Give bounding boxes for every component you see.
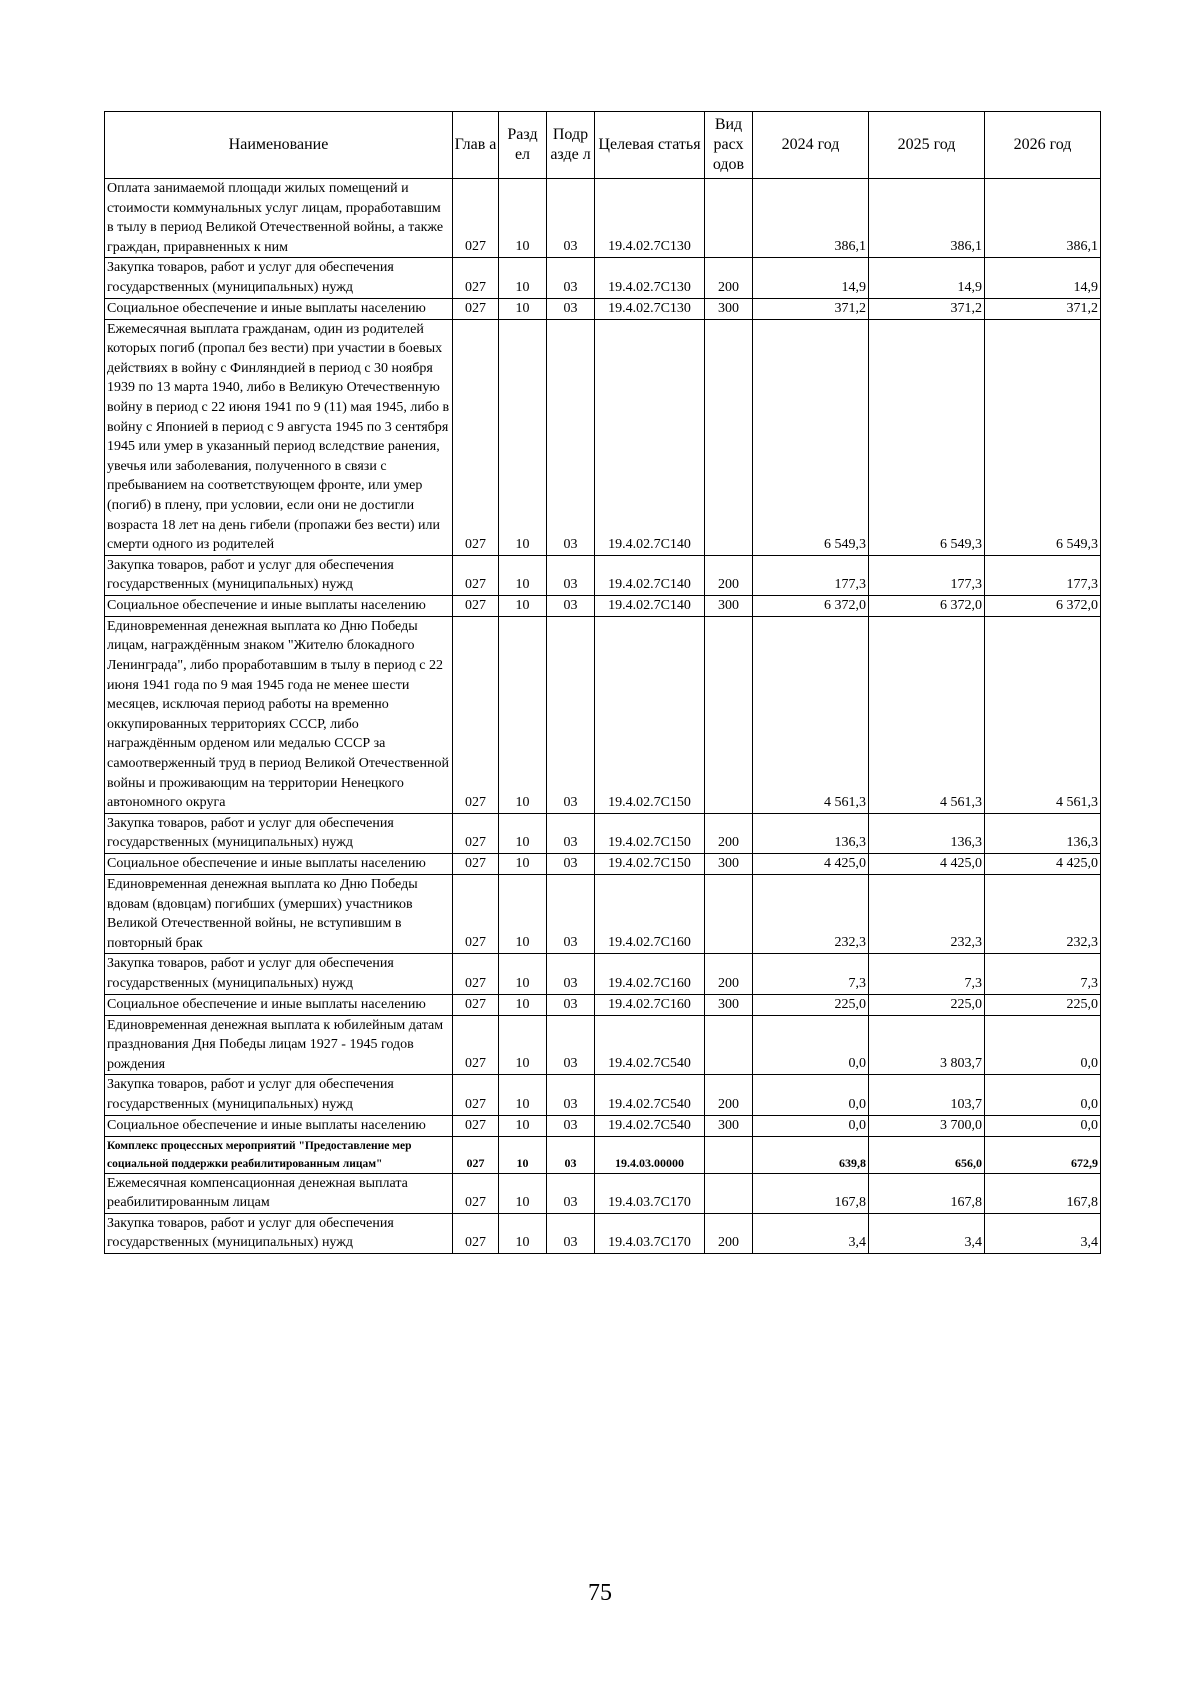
cell-razdel: 10 — [499, 994, 547, 1015]
cell-razdel: 10 — [499, 854, 547, 875]
cell-2025: 6 549,3 — [869, 319, 985, 555]
cell-podrazdel: 03 — [547, 1115, 595, 1136]
cell-2024: 6 549,3 — [753, 319, 869, 555]
cell-2025: 177,3 — [869, 555, 985, 595]
cell-2024: 167,8 — [753, 1173, 869, 1213]
cell-2025: 4 561,3 — [869, 616, 985, 813]
cell-podrazdel: 03 — [547, 319, 595, 555]
cell-podrazdel: 03 — [547, 994, 595, 1015]
table-row — [105, 813, 1101, 853]
cell-name: Закупка товаров, работ и услуг для обеспечения государственных (муниципальных) нужд — [105, 1075, 453, 1115]
cell-2024: 0,0 — [753, 1075, 869, 1115]
cell-podrazdel: 03 — [547, 854, 595, 875]
cell-razdel: 10 — [499, 954, 547, 994]
cell-glava: 027 — [453, 1173, 499, 1213]
cell-2025: 4 425,0 — [869, 854, 985, 875]
cell-2025: 3 803,7 — [869, 1015, 985, 1075]
table-body — [105, 179, 1101, 1254]
cell-target-article: 19.4.02.7С160 — [595, 954, 705, 994]
cell-podrazdel: 03 — [547, 1213, 595, 1253]
cell-name: Единовременная денежная выплата ко Дню Победы вдовам (вдовцам) погибших (умерших) участников Великой Отечественной войны, не вступившим в повторный брак — [105, 875, 453, 954]
cell-podrazdel: 03 — [547, 1015, 595, 1075]
cell-podrazdel: 03 — [547, 1173, 595, 1213]
cell-expense-type: 300 — [705, 298, 753, 319]
cell-2026: 232,3 — [985, 875, 1101, 954]
header-2025: 2025 год — [869, 112, 985, 179]
cell-2025: 3,4 — [869, 1213, 985, 1253]
cell-2026: 167,8 — [985, 1173, 1101, 1213]
cell-podrazdel: 03 — [547, 813, 595, 853]
cell-2025: 371,2 — [869, 298, 985, 319]
cell-expense-type: 200 — [705, 1213, 753, 1253]
header-glava: Глав а — [453, 112, 499, 179]
cell-razdel: 10 — [499, 1136, 547, 1173]
cell-expense-type — [705, 1136, 753, 1173]
cell-2024: 371,2 — [753, 298, 869, 319]
cell-expense-type: 200 — [705, 258, 753, 298]
table-row — [105, 319, 1101, 555]
header-2026: 2026 год — [985, 112, 1101, 179]
cell-expense-type: 200 — [705, 1075, 753, 1115]
cell-glava: 027 — [453, 298, 499, 319]
table-row — [105, 1115, 1101, 1136]
table-row — [105, 1075, 1101, 1115]
cell-target-article: 19.4.02.7С540 — [595, 1075, 705, 1115]
cell-name: Закупка товаров, работ и услуг для обеспечения государственных (муниципальных) нужд — [105, 555, 453, 595]
cell-2025: 136,3 — [869, 813, 985, 853]
cell-target-article: 19.4.02.7С540 — [595, 1115, 705, 1136]
cell-target-article: 19.4.03.7С170 — [595, 1173, 705, 1213]
table-row — [105, 555, 1101, 595]
cell-name: Единовременная денежная выплата ко Дню Победы лицам, награждённым знаком "Жителю блокадного Ленинграда", либо проработавшим в тылу в период с 22 июня 1941 года по 9 мая 1945 года не менее шести месяцев, исключая период работы на временно оккупированных территориях СССР, либо награждённым орденом или медалью СССР за самоотверженный труд в период Великой Отечественной войны и проживающим на территории Ненецкого автономного округа — [105, 616, 453, 813]
cell-name: Социальное обеспечение и иные выплаты населению — [105, 298, 453, 319]
header-2024: 2024 год — [753, 112, 869, 179]
cell-2026: 386,1 — [985, 179, 1101, 258]
table-row — [105, 875, 1101, 954]
cell-2024: 0,0 — [753, 1015, 869, 1075]
cell-razdel: 10 — [499, 595, 547, 616]
cell-2024: 3,4 — [753, 1213, 869, 1253]
cell-expense-type: 300 — [705, 595, 753, 616]
cell-expense-type: 300 — [705, 1115, 753, 1136]
cell-razdel: 10 — [499, 1173, 547, 1213]
cell-target-article: 19.4.02.7С140 — [595, 319, 705, 555]
cell-name: Закупка товаров, работ и услуг для обеспечения государственных (муниципальных) нужд — [105, 1213, 453, 1253]
cell-expense-type — [705, 875, 753, 954]
cell-glava: 027 — [453, 1213, 499, 1253]
header-razdel: Разд ел — [499, 112, 547, 179]
cell-glava: 027 — [453, 179, 499, 258]
cell-glava: 027 — [453, 1075, 499, 1115]
cell-name: Единовременная денежная выплата к юбилейным датам празднования Дня Победы лицам 1927 - 1945 годов рождения — [105, 1015, 453, 1075]
budget-table — [104, 111, 1101, 1254]
cell-name: Оплата занимаемой площади жилых помещений и стоимости коммунальных услуг лицам, проработавшим в тылу в период Великой Отечественной войны, а также граждан, приравненных к ним — [105, 179, 453, 258]
cell-2025: 3 700,0 — [869, 1115, 985, 1136]
cell-2024: 232,3 — [753, 875, 869, 954]
cell-target-article: 19.4.02.7С160 — [595, 875, 705, 954]
cell-name: Закупка товаров, работ и услуг для обеспечения государственных (муниципальных) нужд — [105, 813, 453, 853]
cell-target-article: 19.4.03.00000 — [595, 1136, 705, 1173]
cell-podrazdel: 03 — [547, 258, 595, 298]
cell-2026: 14,9 — [985, 258, 1101, 298]
cell-2026: 371,2 — [985, 298, 1101, 319]
cell-2025: 103,7 — [869, 1075, 985, 1115]
cell-glava: 027 — [453, 1115, 499, 1136]
cell-2025: 386,1 — [869, 179, 985, 258]
cell-2026: 7,3 — [985, 954, 1101, 994]
cell-2026: 672,9 — [985, 1136, 1101, 1173]
header-target-article: Целевая статья — [595, 112, 705, 179]
cell-2026: 4 561,3 — [985, 616, 1101, 813]
cell-glava: 027 — [453, 954, 499, 994]
cell-podrazdel: 03 — [547, 616, 595, 813]
cell-2024: 4 425,0 — [753, 854, 869, 875]
cell-podrazdel: 03 — [547, 875, 595, 954]
cell-2024: 4 561,3 — [753, 616, 869, 813]
cell-2025: 167,8 — [869, 1173, 985, 1213]
cell-target-article: 19.4.02.7С130 — [595, 179, 705, 258]
cell-glava: 027 — [453, 875, 499, 954]
cell-razdel: 10 — [499, 319, 547, 555]
cell-razdel: 10 — [499, 555, 547, 595]
cell-expense-type: 300 — [705, 994, 753, 1015]
table-row — [105, 1136, 1101, 1173]
cell-2024: 136,3 — [753, 813, 869, 853]
table-header-row — [105, 112, 1101, 179]
cell-podrazdel: 03 — [547, 1136, 595, 1173]
cell-expense-type: 200 — [705, 555, 753, 595]
cell-razdel: 10 — [499, 813, 547, 853]
cell-name: Социальное обеспечение и иные выплаты населению — [105, 994, 453, 1015]
cell-glava: 027 — [453, 1136, 499, 1173]
cell-expense-type — [705, 1173, 753, 1213]
cell-name: Социальное обеспечение и иные выплаты населению — [105, 595, 453, 616]
cell-2025: 232,3 — [869, 875, 985, 954]
cell-expense-type — [705, 179, 753, 258]
cell-2025: 656,0 — [869, 1136, 985, 1173]
cell-target-article: 19.4.02.7С140 — [595, 555, 705, 595]
table-row — [105, 616, 1101, 813]
cell-target-article: 19.4.02.7С130 — [595, 298, 705, 319]
cell-podrazdel: 03 — [547, 298, 595, 319]
cell-expense-type — [705, 616, 753, 813]
cell-target-article: 19.4.02.7С540 — [595, 1015, 705, 1075]
cell-glava: 027 — [453, 1015, 499, 1075]
cell-target-article: 19.4.02.7С160 — [595, 994, 705, 1015]
table-row — [105, 179, 1101, 258]
cell-2026: 0,0 — [985, 1115, 1101, 1136]
cell-target-article: 19.4.02.7С130 — [595, 258, 705, 298]
cell-glava: 027 — [453, 854, 499, 875]
cell-glava: 027 — [453, 813, 499, 853]
cell-razdel: 10 — [499, 1075, 547, 1115]
cell-expense-type — [705, 1015, 753, 1075]
cell-podrazdel: 03 — [547, 1075, 595, 1115]
cell-razdel: 10 — [499, 1015, 547, 1075]
cell-name: Закупка товаров, работ и услуг для обеспечения государственных (муниципальных) нужд — [105, 258, 453, 298]
cell-glava: 027 — [453, 616, 499, 813]
cell-glava: 027 — [453, 319, 499, 555]
cell-razdel: 10 — [499, 179, 547, 258]
cell-2025: 7,3 — [869, 954, 985, 994]
cell-name: Закупка товаров, работ и услуг для обеспечения государственных (муниципальных) нужд — [105, 954, 453, 994]
cell-name: Комплекс процессных мероприятий "Предоставление мер социальной поддержки реабилитированным лицам" — [105, 1136, 453, 1173]
cell-expense-type: 200 — [705, 813, 753, 853]
table-row — [105, 854, 1101, 875]
cell-glava: 027 — [453, 258, 499, 298]
cell-2024: 225,0 — [753, 994, 869, 1015]
cell-target-article: 19.4.02.7С150 — [595, 616, 705, 813]
cell-2024: 14,9 — [753, 258, 869, 298]
cell-target-article: 19.4.02.7С150 — [595, 854, 705, 875]
cell-2025: 225,0 — [869, 994, 985, 1015]
table-row — [105, 1213, 1101, 1253]
header-podrazdel: Подр азде л — [547, 112, 595, 179]
cell-glava: 027 — [453, 555, 499, 595]
cell-2024: 6 372,0 — [753, 595, 869, 616]
cell-razdel: 10 — [499, 298, 547, 319]
table-row — [105, 595, 1101, 616]
cell-razdel: 10 — [499, 616, 547, 813]
cell-razdel: 10 — [499, 258, 547, 298]
cell-name: Ежемесячная выплата гражданам, один из родителей которых погиб (пропал без вести) при участии в боевых действиях в войну с Финляндией в период с 30 ноября 1939 по 13 марта 1940, либо в Великую Отечественную войну в период с 22 июня 1941 по 9 (11) мая 1945, либо в войну с Японией в период с 9 августа 1945 по 3 сентября 1945 или умер в указанный период вследствие ранения, увечья или заболевания, полученного в связи с пребыванием на соответствующем фронте, или умер (погиб) в плену, при условии, если они не достигли возраста 18 лет на день гибели (пропажи без вести) или смерти одного из родителей — [105, 319, 453, 555]
cell-2026: 136,3 — [985, 813, 1101, 853]
cell-2025: 6 372,0 — [869, 595, 985, 616]
header-expense-type: Вид расх одов — [705, 112, 753, 179]
cell-podrazdel: 03 — [547, 179, 595, 258]
table-row — [105, 1173, 1101, 1213]
cell-name: Ежемесячная компенсационная денежная выплата реабилитированным лицам — [105, 1173, 453, 1213]
table-row — [105, 1015, 1101, 1075]
cell-2024: 0,0 — [753, 1115, 869, 1136]
table-row — [105, 258, 1101, 298]
cell-2025: 14,9 — [869, 258, 985, 298]
cell-razdel: 10 — [499, 1213, 547, 1253]
cell-2024: 7,3 — [753, 954, 869, 994]
table-row — [105, 994, 1101, 1015]
cell-target-article: 19.4.02.7С150 — [595, 813, 705, 853]
cell-podrazdel: 03 — [547, 954, 595, 994]
cell-2026: 177,3 — [985, 555, 1101, 595]
cell-2026: 3,4 — [985, 1213, 1101, 1253]
cell-target-article: 19.4.03.7С170 — [595, 1213, 705, 1253]
cell-2026: 6 549,3 — [985, 319, 1101, 555]
cell-podrazdel: 03 — [547, 595, 595, 616]
cell-expense-type — [705, 319, 753, 555]
header-name: Наименование — [105, 112, 453, 179]
cell-razdel: 10 — [499, 1115, 547, 1136]
page-number: 75 — [588, 1580, 612, 1606]
cell-2024: 639,8 — [753, 1136, 869, 1173]
cell-2024: 177,3 — [753, 555, 869, 595]
cell-glava: 027 — [453, 595, 499, 616]
cell-glava: 027 — [453, 994, 499, 1015]
cell-2026: 6 372,0 — [985, 595, 1101, 616]
cell-name: Социальное обеспечение и иные выплаты населению — [105, 854, 453, 875]
cell-2026: 0,0 — [985, 1015, 1101, 1075]
cell-podrazdel: 03 — [547, 555, 595, 595]
cell-2026: 4 425,0 — [985, 854, 1101, 875]
cell-target-article: 19.4.02.7С140 — [595, 595, 705, 616]
cell-expense-type: 300 — [705, 854, 753, 875]
cell-2026: 225,0 — [985, 994, 1101, 1015]
cell-2024: 386,1 — [753, 179, 869, 258]
cell-2026: 0,0 — [985, 1075, 1101, 1115]
cell-name: Социальное обеспечение и иные выплаты населению — [105, 1115, 453, 1136]
cell-razdel: 10 — [499, 875, 547, 954]
table-row — [105, 298, 1101, 319]
table-row — [105, 954, 1101, 994]
cell-expense-type: 200 — [705, 954, 753, 994]
